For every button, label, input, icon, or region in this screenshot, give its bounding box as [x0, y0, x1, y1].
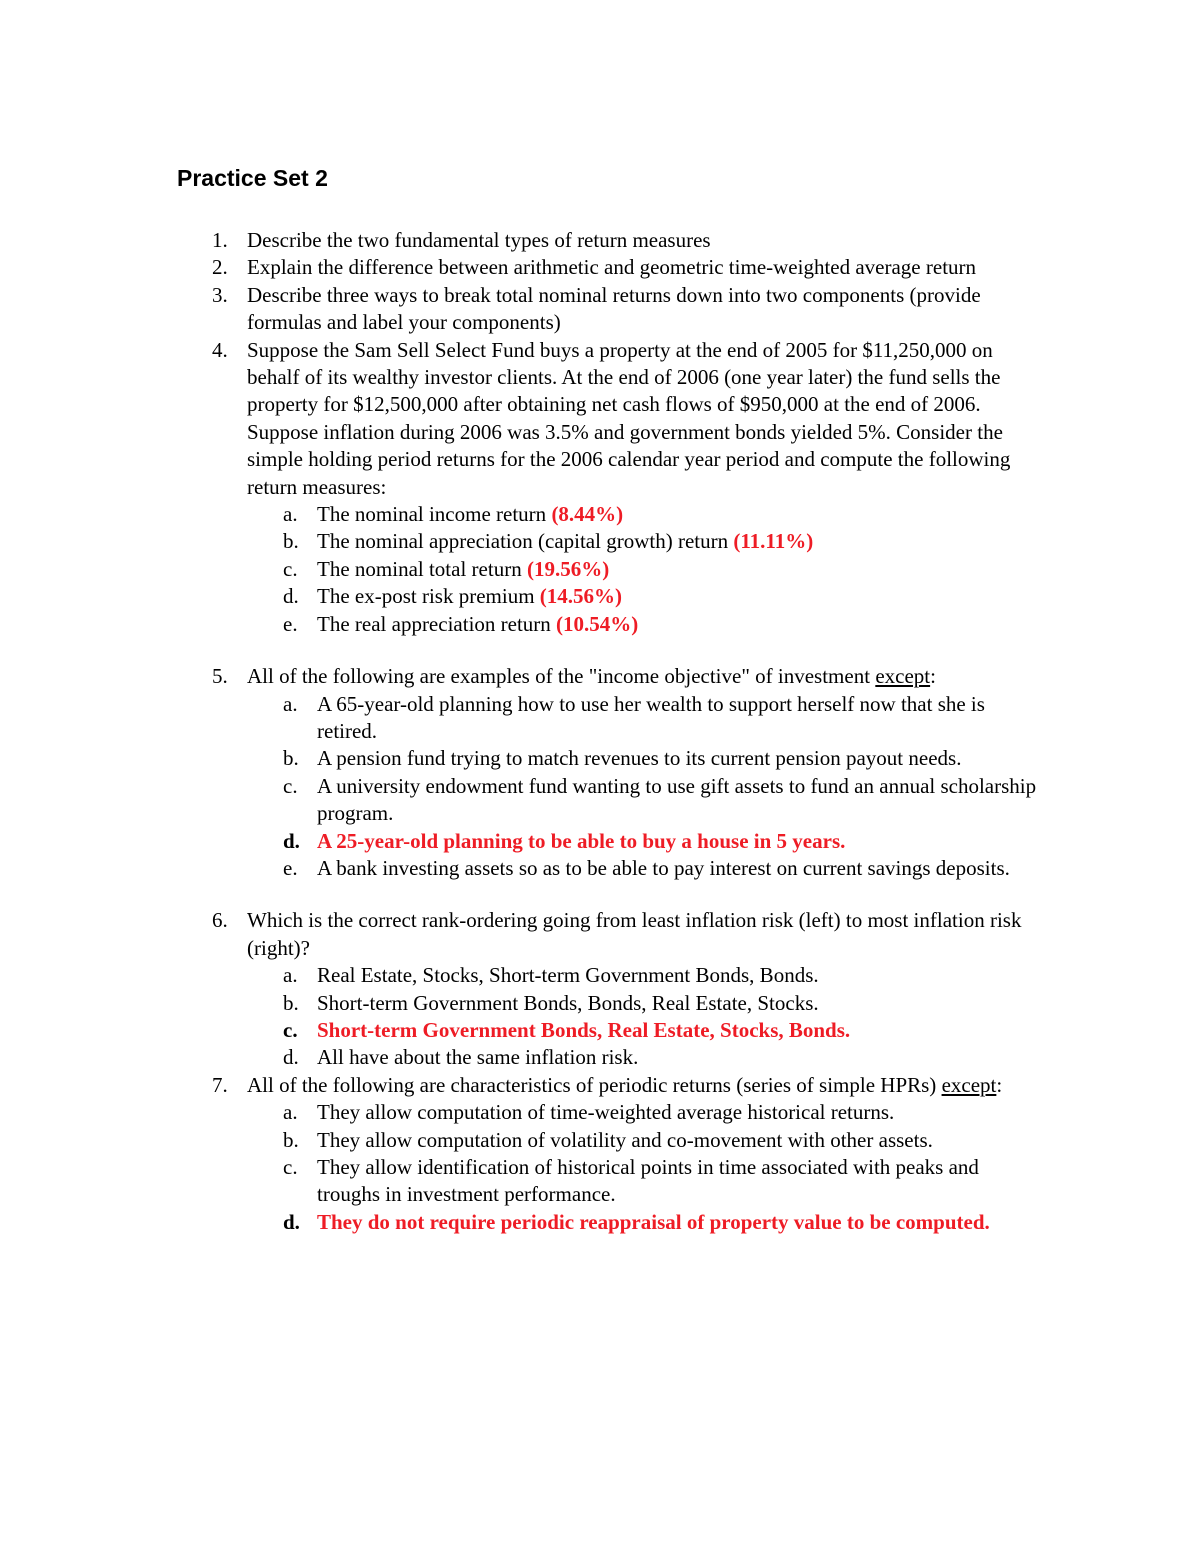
question-text: Describe three ways to break total nominal returns down into two components (provide formulas and label your components) — [247, 282, 981, 335]
option-text: Short-term Government Bonds, Bonds, Real Estate, Stocks. — [317, 990, 819, 1015]
question-number: 7. — [212, 1072, 228, 1097]
option-letter: c. — [283, 1155, 298, 1179]
question-text-tail: : — [930, 664, 936, 689]
option-text: They allow computation of time-weighted average historical returns. — [317, 1100, 895, 1125]
option-letter: d. — [283, 584, 299, 609]
question-number: 2. — [212, 255, 228, 280]
spacer — [0, 882, 1200, 907]
option-letter: b. — [283, 529, 299, 554]
option-5c — [0, 773, 1037, 828]
option-6b — [0, 990, 1037, 1017]
option-text: A bank investing assets so as to be able to pay interest on current savings deposits. — [317, 855, 1010, 880]
question-text: All of the following are characteristics of periodic returns (series of simple HPRs) — [247, 1072, 942, 1097]
option-5b — [0, 745, 1037, 772]
option-7a — [0, 1099, 1037, 1126]
question-1 — [0, 227, 1037, 254]
question-6 — [0, 907, 1037, 962]
option-letter: a. — [283, 963, 298, 988]
option-6a — [0, 962, 1037, 989]
option-7c — [0, 1154, 1037, 1209]
option-letter: d. — [283, 1209, 300, 1234]
question-number: 1. — [212, 228, 228, 252]
option-4d — [0, 583, 1037, 610]
answer-value: (14.56%) — [539, 584, 623, 609]
option-text: All have about the same inflation risk. — [317, 1045, 639, 1070]
option-text: A 25-year-old planning to be able to buy a house in 5 years. — [317, 828, 846, 853]
option-4a — [0, 501, 1037, 528]
question-7 — [0, 1072, 1037, 1099]
option-text: The nominal income return — [317, 502, 552, 527]
question-text: Suppose the Sam Sell Select Fund buys a property at the end of 2005 for $11,250,000 on behalf of its wealthy investor clients. At the end of 2006 (one year later) the fund sells the property for $12,500,000 after obtaining net cash flows of $950,000 at the end of 2006. Suppose inflation during 2006 was 3.5% and government bonds yielded 5%. Consider the simple holding period returns for the 2006 calendar year period and compute the following return measures: — [247, 337, 1011, 499]
option-letter: b. — [283, 746, 299, 771]
option-text: The real appreciation return — [317, 611, 557, 636]
option-6d — [0, 1044, 1037, 1071]
question-number: 5. — [212, 664, 228, 689]
question-3 — [0, 282, 1037, 337]
option-7b — [0, 1127, 1037, 1154]
question-text: All of the following are examples of the "income objective" of investment — [247, 664, 876, 689]
option-5a — [0, 691, 1037, 746]
question-4 — [0, 337, 1037, 501]
question-2 — [0, 254, 1037, 281]
question-text: Explain the difference between arithmetic and geometric time-weighted average return — [247, 255, 977, 280]
question-5 — [0, 663, 1037, 690]
option-text: Short-term Government Bonds, Real Estate, Stocks, Bonds. — [317, 1017, 851, 1042]
question-list — [0, 227, 1200, 1236]
spacer — [0, 638, 1200, 663]
option-5d-correct — [0, 828, 1037, 855]
option-letter: a. — [283, 1100, 298, 1125]
answer-value: (8.44%) — [551, 502, 624, 527]
option-text: They allow computation of volatility and co-movement with other assets. — [317, 1127, 933, 1152]
question-number: 4. — [212, 337, 228, 362]
option-7d-correct — [0, 1209, 1037, 1236]
option-text: Real Estate, Stocks, Short-term Government Bonds, Bonds. — [317, 963, 819, 988]
option-text: A university endowment fund wanting to use gift assets to fund an annual scholarship program. — [317, 773, 1037, 826]
answer-value: (19.56%) — [526, 556, 610, 581]
option-4c — [0, 556, 1037, 583]
option-letter: a. — [283, 691, 298, 716]
emphasis-except: except — [941, 1072, 997, 1097]
option-text: The ex-post risk premium — [317, 584, 540, 609]
option-letter: b. — [283, 1127, 299, 1152]
option-letter: d. — [283, 1045, 299, 1070]
option-letter: c. — [283, 773, 298, 798]
option-4e — [0, 611, 1037, 638]
option-letter: c. — [283, 556, 298, 581]
option-text: The nominal total return — [317, 556, 527, 581]
option-4b — [0, 528, 1037, 555]
option-5e — [0, 855, 1037, 882]
option-text: They allow identification of historical points in time associated with peaks and troughs in investment performance. — [317, 1155, 979, 1207]
option-6c-correct — [0, 1017, 1037, 1044]
option-letter: a. — [283, 502, 298, 527]
option-text: The nominal appreciation (capital growth) return — [317, 529, 734, 554]
option-letter: e. — [283, 611, 298, 636]
page-title: Practice Set 2 — [177, 165, 328, 191]
option-text: A pension fund trying to match revenues to its current pension payout needs. — [317, 746, 962, 771]
question-text: Describe the two fundamental types of return measures — [247, 228, 711, 252]
question-number: 3. — [212, 282, 228, 307]
option-letter: d. — [283, 828, 300, 853]
option-text: They do not require periodic reappraisal of property value to be computed. — [317, 1209, 990, 1234]
question-number: 6. — [212, 908, 228, 933]
option-letter: c. — [283, 1017, 298, 1042]
option-letter: e. — [283, 855, 298, 880]
question-text: Which is the correct rank-ordering going from least inflation risk (left) to most inflation risk (right)? — [247, 908, 1022, 960]
option-text: A 65-year-old planning how to use her wealth to support herself now that she is retired. — [317, 691, 985, 743]
answer-value: (10.54%) — [556, 611, 639, 636]
emphasis-except: except — [875, 664, 931, 689]
answer-value: (11.11%) — [733, 529, 814, 554]
question-text-tail: : — [996, 1072, 1003, 1097]
option-letter: b. — [283, 990, 299, 1015]
